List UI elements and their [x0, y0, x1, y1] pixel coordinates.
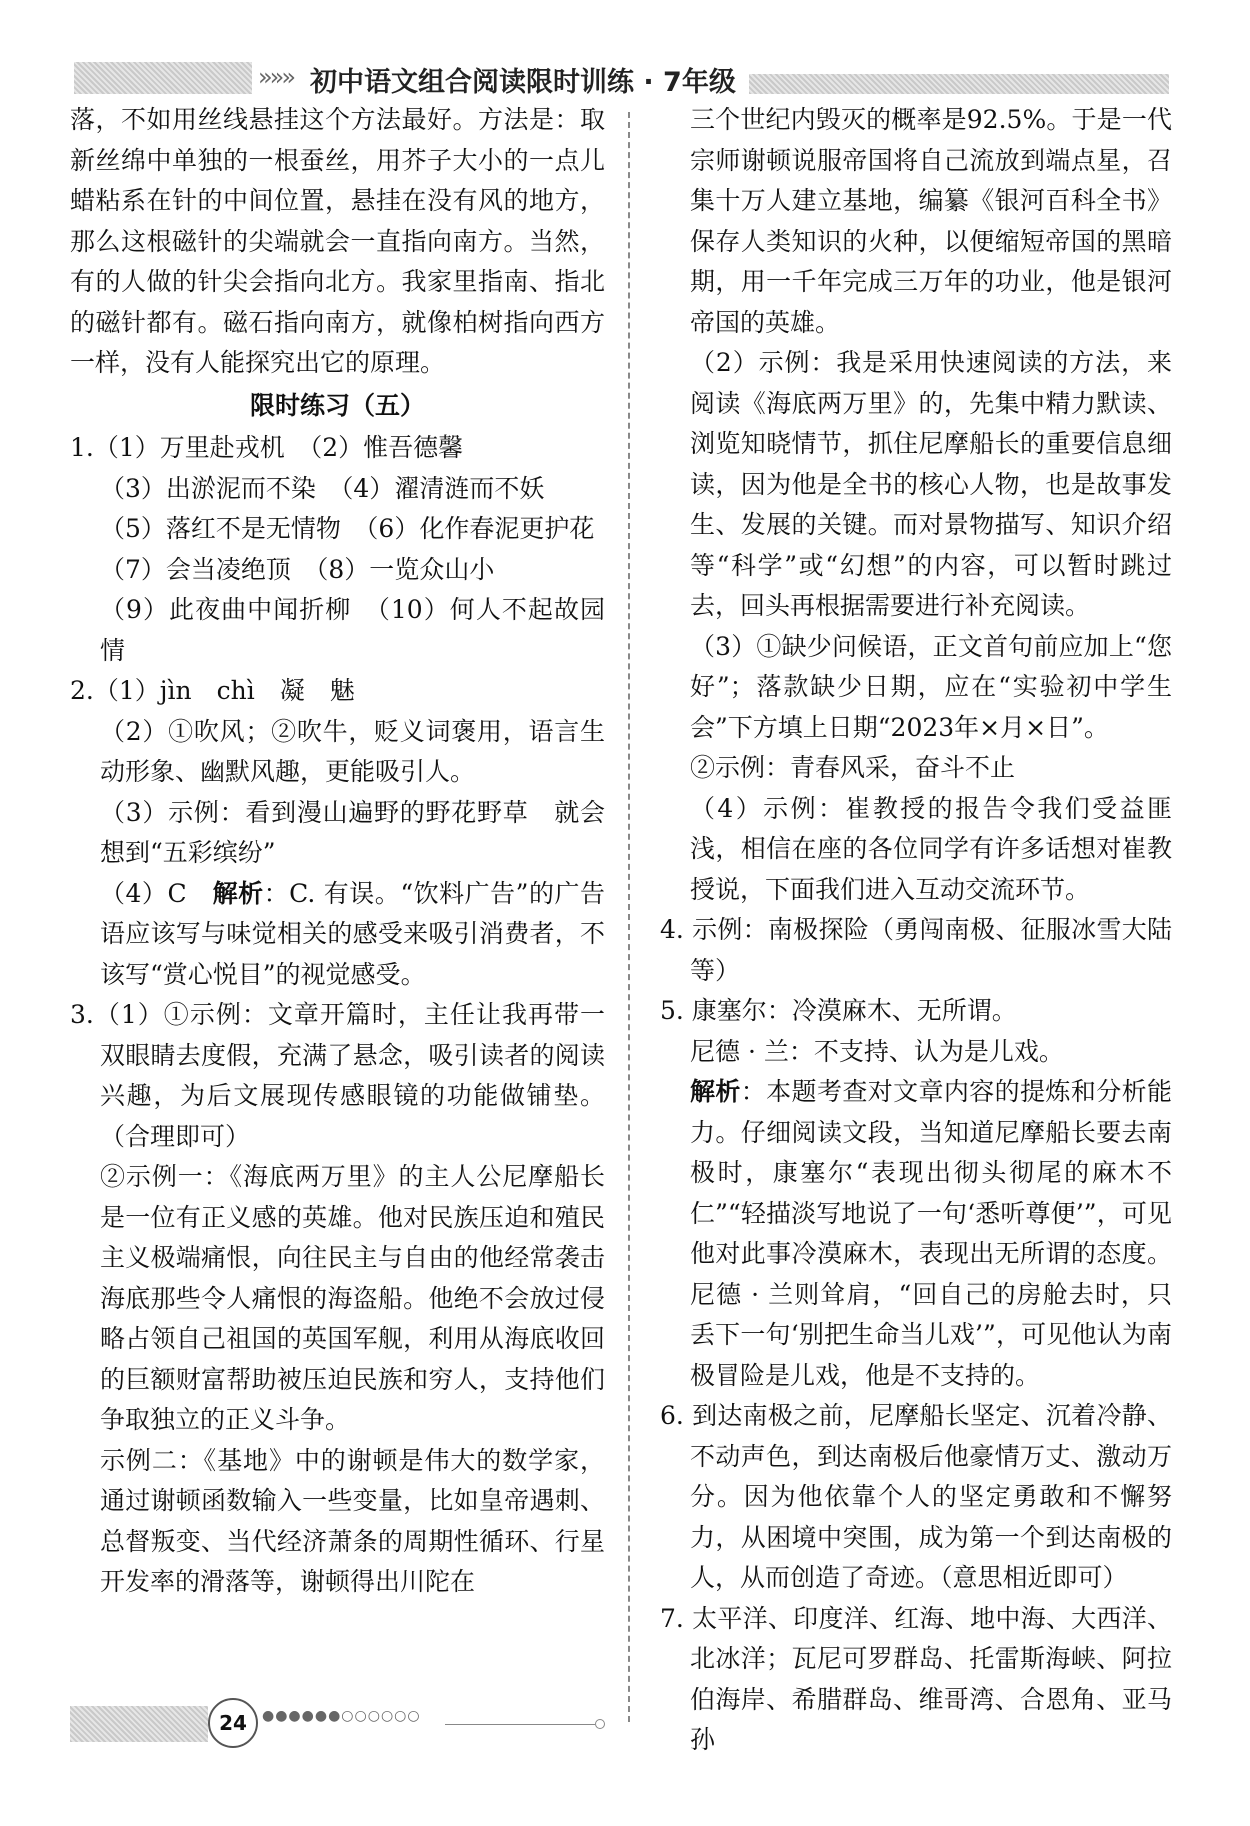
answer-q2: 2.（1）jìn chì 凝 魅 — [70, 676, 355, 705]
header-decorative-bar-left — [74, 62, 252, 94]
page-number: 24 — [208, 1698, 258, 1748]
answer-q2-choice: （4）C — [100, 878, 213, 908]
header-arrows-icon: »»» — [258, 63, 294, 91]
column-divider — [628, 112, 630, 1722]
answer-q6: 6. 到达南极之前，尼摩船长坚定、沉着冷静、不动声色，到达南极后他豪情万丈、激动万分。因为他依靠个人的坚定勇敢和不懈努力，从困境中突围，成为第一个到达南极的人，从而创造了奇迹。（意思相近即可） — [660, 1401, 1172, 1592]
footer-end-circle-icon — [595, 1719, 605, 1729]
answer-q7: 7. 太平洋、印度洋、红海、地中海、大西洋、北冰洋；瓦尼可罗群岛、托雷斯海峡、阿拉伯海岸、希腊群岛、维哥湾、合恩角、亚马孙 — [660, 1603, 1172, 1754]
answer-q5-line: 尼德 · 兰：不支持、认为是儿戏。 — [690, 1036, 1064, 1066]
analysis-label: 解析 — [212, 878, 264, 908]
right-column — [660, 100, 1172, 1761]
footer-rule — [445, 1724, 595, 1725]
answer-q3-part3-example: ②示例：青春风采，奋斗不止 — [690, 753, 1016, 782]
footer-dots-icon: ●●●●●●○○○○○○ — [262, 1708, 421, 1724]
answer-q1-line: （7）会当凌绝顶 （8）一览众山小 — [100, 554, 495, 584]
answer-q4: 4. 示例：南极探险（勇闯南极、征服冰雪大陆等） — [660, 915, 1172, 985]
answer-q3-part4: （4）示例：崔教授的报告令我们受益匪浅，相信在座的各位同学有许多话想对崔教授说，下面我们进入互动交流环节。 — [690, 793, 1172, 904]
answer-q3-example1: ②示例一：《海底两万里》的主人公尼摩船长是一位有正义感的英雄。他对民族压迫和殖民主义极端痛恨，向往民主与自由的他经常袭击海底那些令人痛恨的海盗船。他绝不会放过侵略占领自己祖国的英国军舰，利用从海底收回的巨额财富帮助被压迫民族和穷人，支持他们争取独立的正义斗争。 — [100, 1162, 605, 1434]
answer-q1-line: （9）此夜曲中闻折柳 （10）何人不起故园情 — [100, 595, 605, 665]
analysis-label: 解析 — [690, 1077, 741, 1106]
running-header — [74, 60, 1169, 100]
header-title: 初中语文组合阅读限时训练 · 7年级 — [310, 67, 736, 98]
answer-q3-part1: 3.（1）①示例：文章开篇时，主任让我再带一双眼睛去度假，充满了悬念，吸引读者的阅读兴趣，为后文展现传感眼镜的功能做铺垫。（合理即可） — [70, 1000, 605, 1151]
paragraph-continued: 三个世纪内毁灭的概率是92.5%。于是一代宗师谢顿说服帝国将自己流放到端点星，召集十万人建立基地，编纂《银河百科全书》保存人类知识的火种，以便缩短帝国的黑暗期，用一千年完成三万年的功业，他是银河帝国的英雄。 — [690, 105, 1172, 337]
analysis-text: ：本题考查对文章内容的提炼和分析能力。仔细阅读文段，当知道尼摩船长要去南极时，康塞尔“表现出彻头彻尾的麻木不仁”“轻描淡写地说了一句‘悉听尊便’”，可见他对此事冷漠麻木，表现出无所谓的态度。尼德 · 兰则耸肩，“回自己的房舱去时，只丢下一句‘别把生命当儿戏’”，可见他认为南极冒险是儿戏，他是不支持的。 — [690, 1077, 1172, 1390]
page-footer — [70, 1690, 630, 1750]
left-column — [70, 100, 605, 1603]
analysis-text: ：C. 有误。“饮料广告”的广告语应该写与味觉相关的感受来吸引消费者，不该写“赏心悦目”的视觉感受。 — [100, 878, 605, 989]
answer-q3-part2: （2）示例：我是采用快速阅读的方法，来阅读《海底两万里》的，先集中精力默读、浏览知晓情节，抓住尼摩船长的重要信息细读，因为他是全书的核心人物，也是故事发生、发展的关键。而对景物描写、知识介绍等“科学”或“幻想”的内容，可以暂时跳过去，回头再根据需要进行补充阅读。 — [690, 348, 1172, 620]
answer-q5: 5. 康塞尔：冷漠麻木、无所谓。 — [660, 996, 1017, 1025]
answer-q1-line: （5）落红不是无情物 （6）化作春泥更护花 — [100, 514, 595, 543]
answer-q3-part3: （3）①缺少问候语，正文首句前应加上“您好”；落款缺少日期，应在“实验初中学生会”下方填上日期“2023年×月×日”。 — [690, 631, 1172, 742]
answer-q2-part4 — [70, 874, 605, 996]
section-title: 限时练习（五） — [249, 390, 425, 420]
answer-q3-example2: 示例二：《基地》中的谢顿是伟大的数学家，通过谢顿函数输入一些变量，比如皇帝遇刺、总督叛变、当代经济萧条的周期性循环、行星开发率的滑落等，谢顿得出川陀在 — [100, 1445, 605, 1596]
answer-q1: 1.（1）万里赴戎机 （2）惟吾德馨 — [70, 433, 464, 462]
paragraph-continued: 落，不如用丝线悬挂这个方法最好。方法是：取新丝绵中单独的一根蚕丝，用芥子大小的一点儿蜡粘系在针的中间位置，悬挂在没有风的地方，那么这根磁针的尖端就会一直指向南方。当然，有的人做的针尖会指向北方。我家里指南、指北的磁针都有。磁石指向南方，就像柏树指向西方一样，没有人能探究出它的原理。 — [70, 105, 605, 377]
answer-q2-part2: （2）①吹风；②吹牛，贬义词褒用，语言生动形象、幽默风趣，更能吸引人。 — [100, 716, 605, 786]
answer-q1-line: （3）出淤泥而不染 （4）濯清涟而不妖 — [100, 473, 545, 503]
header-decorative-bar-right — [749, 74, 1169, 94]
answer-q5-analysis — [660, 1072, 1172, 1396]
footer-decorative-bar — [70, 1706, 208, 1742]
answer-q2-part3: （3）示例：看到漫山遍野的野花野草 就会想到“五彩缤纷” — [100, 797, 605, 867]
